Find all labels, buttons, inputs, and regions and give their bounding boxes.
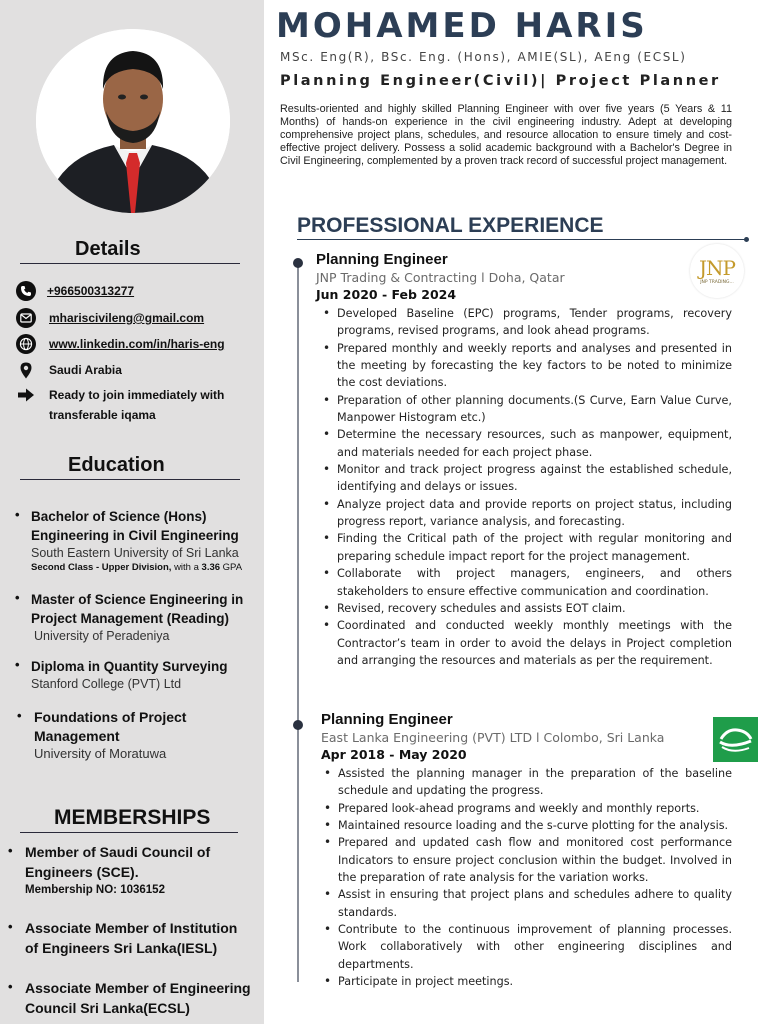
company-name: JNP Trading & Contracting l Doha, Qatar [316, 270, 565, 285]
institution-name: University of Moratuwa [34, 746, 167, 761]
degree-title: Foundations of Project [34, 709, 187, 725]
profile-summary: Results-oriented and highly skilled Planning Engineer with over five years (5 Years & 11 Months) of hands-on experience in the civil engineering industry. Adept at developing comprehensive project plans, schedules, and resource allocation to ensure timely and cost-effective project delivery. Possess a solid academic background with a Bachelor's Degree in Civil Engineering, complemented by a proven track record of successful project management. [280, 103, 732, 167]
duty-item: • Assisted the planning manager in the preparation of the baseline schedule and updating the progress. [317, 765, 732, 800]
membership-item: • Associate Member of Engineering Council Sri Lanka(ECSL) [8, 978, 264, 1018]
degree-title: Engineering in Civil Engineering [31, 528, 239, 543]
timeline-line [297, 262, 299, 982]
degree-title: Diploma in Quantity Surveying [31, 659, 228, 674]
membership-title: Engineers (SCE). [25, 864, 139, 880]
phone-row[interactable] [16, 281, 134, 301]
availability-line-1: Ready to join immediately with [49, 388, 225, 402]
duty-item: • Assist in ensuring that project plans and schedules adhere to quality standards. [317, 886, 732, 921]
membership-title: Council Sri Lanka(ECSL) [25, 1000, 190, 1016]
institution-name: South Eastern University of Sri Lanka [31, 546, 239, 560]
education-item: • Bachelor of Science (Hons) Engineering in Civil Engineering South Eastern University of Sri Lanka Second Class - Upper Division, with a 3.36 GPA [15, 507, 260, 575]
job-entry [321, 711, 732, 990]
education-heading: Education [68, 454, 165, 476]
mail-icon [16, 308, 36, 328]
duty-item: • Determine the necessary resources, such as manpower, equipment, and materials needed for each project phase. [316, 426, 732, 461]
profile-photo [36, 29, 230, 213]
duty-item: • Prepared look-ahead programs and weekly and monthly reports. [317, 800, 732, 817]
jnp-company-logo: JNP JNP TRADING... [690, 244, 744, 298]
job-dates: Jun 2020 - Feb 2024 [316, 287, 457, 302]
linkedin-link[interactable]: www.linkedin.com/in/haris-eng [49, 337, 225, 351]
job-title: Planning Engineer [316, 251, 448, 268]
timeline-dot [293, 258, 303, 268]
duty-list [317, 765, 732, 990]
membership-item: • Member of Saudi Council of Engineers (SCE). Membership NO: 1036152 [8, 842, 262, 898]
degree-title: Project Management (Reading) [31, 611, 230, 626]
membership-title: Associate Member of Institution [25, 920, 238, 936]
duty-item: • Finding the Critical path of the project with regular monitoring and preparing schedule impact report for the project management. [316, 530, 732, 565]
memberships-divider [20, 832, 238, 833]
details-divider [20, 263, 240, 264]
sidebar [0, 0, 264, 1024]
duty-item: • Monitor and track project progress against the established schedule, identifying and delays or issues. [316, 461, 732, 496]
job-role: Planning Engineer(Civil)| Project Planner [280, 73, 721, 89]
duty-item: • Prepared and updated cash flow and monitored cost performance Indicators to ensure project conclusion within the budget. Involved in the preparation of rate analysis for the variation works. [317, 834, 732, 886]
location-row [16, 360, 122, 380]
availability-line-2: transferable iqama [49, 408, 156, 422]
institution-name: Stanford College (PVT) Ltd [31, 677, 182, 691]
education-item: • Master of Science Engineering in Project Management (Reading) University of Peradeniya [15, 590, 260, 644]
timeline-dot [293, 720, 303, 730]
degree-class: Second Class - Upper Division, with a 3.36 GPA [31, 562, 243, 573]
education-item: • Foundations of Project Management University of Moratuwa [17, 708, 260, 762]
duty-item: • Coordinated and conducted weekly monthly meetings with the Contractor’s team in order to avoid the delays in Project completion and arranging the resources and materials as per the requirement. [316, 617, 732, 669]
email-row[interactable] [16, 308, 204, 328]
duty-list [316, 305, 732, 669]
job-dates: Apr 2018 - May 2020 [321, 747, 467, 762]
duty-item: • Preparation of other planning documents.(S Curve, Earn Value Curve, Manpower Histogram etc.) [316, 392, 732, 427]
membership-title: of Engineers Sri Lanka(IESL) [25, 940, 218, 956]
duty-item: • Collaborate with project managers, engineers, and others stakeholders to ensure effective communication and coordination. [316, 565, 732, 600]
location-text: Saudi Arabia [49, 363, 122, 377]
divider-end-dot [744, 237, 749, 242]
arrow-right-icon [16, 385, 36, 405]
duty-item: • Analyze project data and provide reports on project status, including progress report, variance analysis, and forecasting. [316, 496, 732, 531]
memberships-heading: MEMBERSHIPS [54, 806, 211, 829]
job-title: Planning Engineer [321, 711, 453, 728]
phone-icon [16, 281, 36, 301]
degree-title: Bachelor of Science (Hons) [31, 509, 207, 524]
email-link[interactable]: mhariscivileng@gmail.com [49, 311, 205, 325]
membership-title: Associate Member of Engineering [25, 980, 251, 996]
experience-divider [297, 239, 747, 240]
availability-row [16, 385, 224, 425]
duty-item: • Developed Baseline (EPC) programs, Tender programs, recovery programs, revised programs, and look ahead programs. [316, 305, 732, 340]
duty-item: • Contribute to the continuous improvement of planning processes. Work collaboratively with other engineering disciplines and departments. [317, 921, 732, 973]
membership-title: Member of Saudi Council of [25, 844, 211, 860]
duty-item: • Revised, recovery schedules and assists EOT claim. [316, 600, 732, 617]
duty-item: • Maintained resource loading and the s-curve plotting for the analysis. [317, 817, 732, 834]
education-divider [20, 479, 240, 480]
map-pin-icon [16, 360, 36, 380]
globe-icon [16, 334, 36, 354]
candidate-name: MOHAMED HARIS [276, 6, 648, 46]
details-heading: Details [75, 238, 141, 260]
job-entry [316, 251, 732, 669]
linkedin-row[interactable] [16, 334, 225, 354]
institution-name: University of Peradeniya [34, 629, 170, 643]
company-name: East Lanka Engineering (PVT) LTD l Colombo, Sri Lanka [321, 730, 665, 745]
education-item: • Diploma in Quantity Surveying Stanford College (PVT) Ltd [15, 657, 260, 692]
duty-item: • Participate in project meetings. [317, 973, 732, 990]
duty-item: • Prepared monthly and weekly reports and analyses and presented in the meeting by forecasting the key factors to be noted to minimize the cost deviations. [316, 340, 732, 392]
membership-number: Membership NO: 1036152 [25, 884, 165, 896]
membership-item: • Associate Member of Institution of Engineers Sri Lanka(IESL) [8, 918, 262, 958]
phone-link[interactable]: +966500313277 [47, 284, 135, 298]
experience-heading: PROFESSIONAL EXPERIENCE [297, 214, 604, 237]
degree-title: Management [34, 728, 120, 744]
degree-title: Master of Science Engineering in [31, 592, 244, 607]
qualifications: MSc. Eng(R), BSc. Eng. (Hons), AMIE(SL), AEng (ECSL) [280, 50, 687, 64]
